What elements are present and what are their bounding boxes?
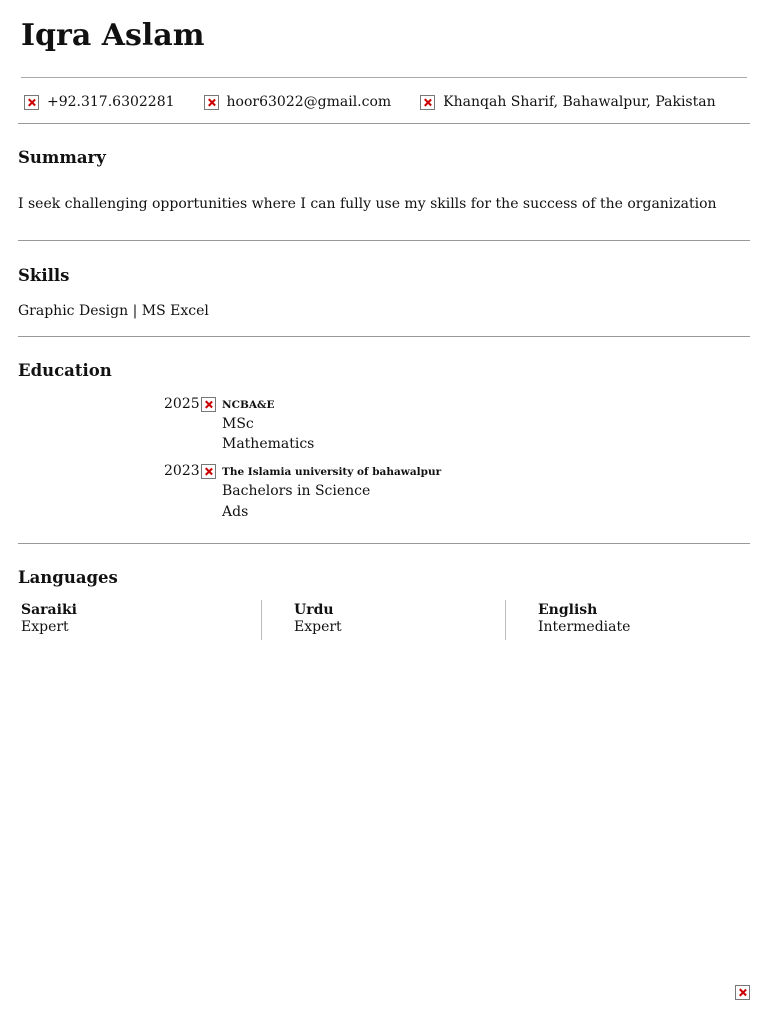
resume-name: Iqra Aslam	[21, 18, 205, 53]
contact-address	[420, 94, 715, 110]
contact-divider	[18, 123, 750, 124]
language-level: Expert	[294, 619, 342, 635]
location-icon	[420, 95, 435, 110]
contact-phone	[24, 94, 175, 110]
language-separator	[505, 600, 506, 640]
education-divider	[18, 543, 750, 544]
contact-row	[24, 94, 716, 110]
education-heading: Education	[18, 361, 112, 380]
summary-heading: Summary	[18, 148, 106, 167]
skills-text: Graphic Design | MS Excel	[18, 303, 209, 319]
header-divider	[21, 77, 747, 78]
language-item	[538, 602, 630, 635]
education-degree: MSc	[222, 416, 254, 432]
education-year: 2023	[164, 463, 200, 479]
phone-text: +92.317.6302281	[47, 94, 175, 110]
education-year: 2025	[164, 396, 200, 412]
language-name: Urdu	[294, 602, 334, 618]
school-icon	[201, 397, 216, 412]
languages-heading: Languages	[18, 568, 118, 587]
broken-image-icon	[735, 985, 750, 1000]
phone-icon	[24, 95, 39, 110]
education-school: The Islamia university of bahawalpur	[222, 466, 442, 478]
summary-text: I seek challenging opportunities where I can fully use my skills for the success of the organization	[18, 196, 717, 212]
school-icon	[201, 464, 216, 479]
language-level: Intermediate	[538, 619, 631, 635]
email-text: hoor63022@gmail.com	[226, 94, 392, 110]
language-item	[21, 602, 77, 635]
contact-email	[204, 94, 392, 110]
language-level: Expert	[21, 619, 69, 635]
education-school: NCBA&E	[222, 399, 275, 411]
language-item	[294, 602, 342, 635]
language-separator	[261, 600, 262, 640]
education-degree: Bachelors in Science	[222, 483, 371, 499]
email-icon	[204, 95, 219, 110]
language-name: Saraiki	[21, 602, 77, 618]
skills-heading: Skills	[18, 266, 70, 285]
language-name: English	[538, 602, 598, 618]
summary-divider	[18, 240, 750, 241]
education-field: Mathematics	[222, 436, 315, 452]
skills-divider	[18, 336, 750, 337]
address-text: Khanqah Sharif, Bahawalpur, Pakistan	[443, 94, 716, 110]
education-field: Ads	[222, 504, 249, 520]
